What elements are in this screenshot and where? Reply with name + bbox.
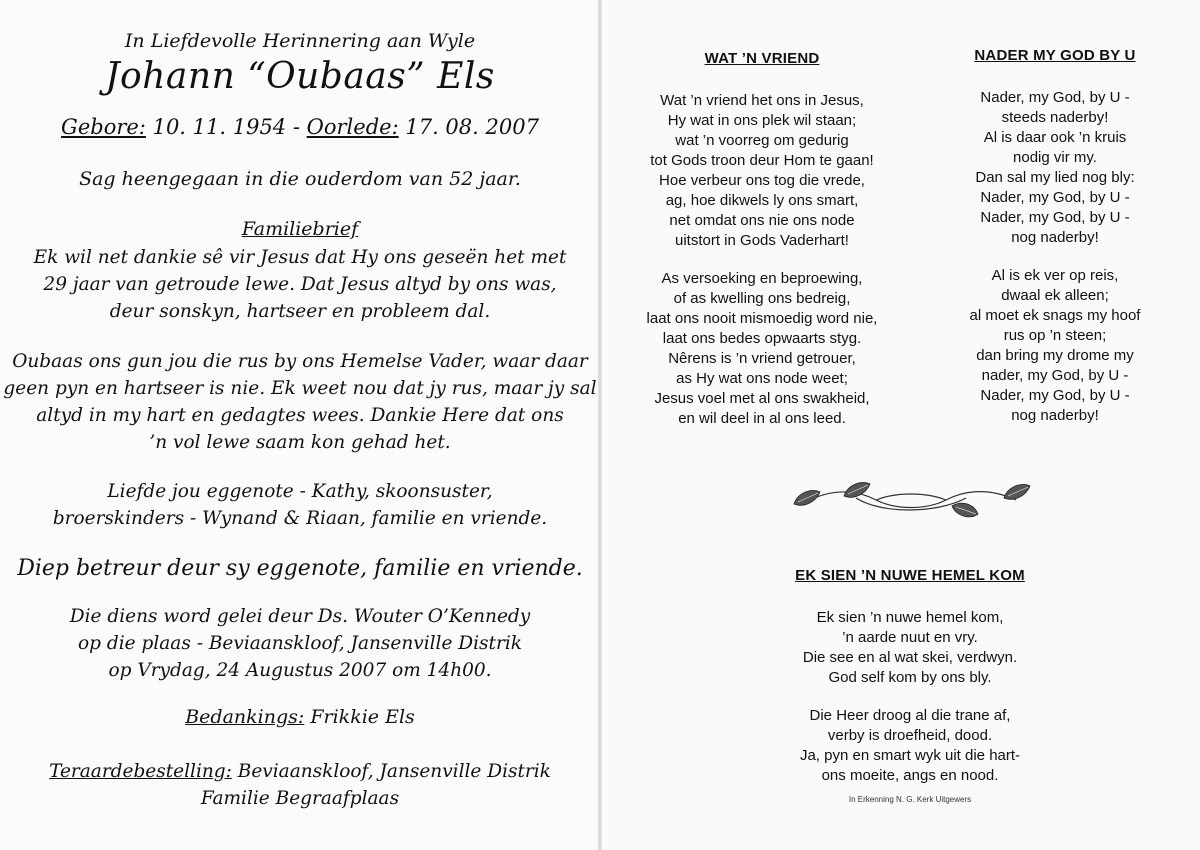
poem-line: Ek sien ’n nuwe hemel kom, — [816, 609, 1004, 626]
poem-title: WAT ’N VRIEND — [704, 50, 820, 67]
thanks-line — [0, 706, 600, 728]
oubaas-paragraph — [0, 348, 600, 456]
poem-line: As versoeking en beproewing, — [661, 270, 863, 287]
burial-place: Familie Begraafplaas — [200, 788, 400, 809]
poem-line: dan bring my drome my — [976, 347, 1134, 364]
poem-line: dwaal ek alleen; — [1001, 287, 1109, 304]
love-paragraph — [0, 478, 600, 532]
poem-stanza — [612, 269, 912, 429]
thanks-label: Bedankings: — [185, 706, 305, 728]
poem-line: net omdat ons nie ons node — [669, 212, 855, 229]
burial-block — [0, 758, 600, 812]
poem-line: laat ons nooit mismoedig word nie, — [646, 310, 878, 327]
poem-line: Nêrens is ’n vriend getrouer, — [668, 350, 856, 367]
date-dash: - — [292, 115, 300, 139]
poem-line: al moet ek snags my hoof — [969, 307, 1141, 324]
poem-line: ag, hoe dikwels ly ons smart, — [665, 192, 859, 209]
poem-stanza — [612, 91, 912, 251]
poem-line: Nader, my God, by U - — [980, 209, 1130, 226]
poem-line: as Hy wat ons node weet; — [676, 370, 848, 387]
poem-line: Jesus voel met al ons swakheid, — [654, 390, 870, 407]
burial-value: Beviaanskloof, Jansenville Distrik — [237, 761, 551, 782]
publisher-credit: In Erkenning N. G. Kerk Uitgewers — [848, 795, 972, 804]
poem-line: rus op ’n steen; — [1003, 327, 1107, 344]
died-label: Oorlede: — [306, 115, 399, 139]
poem-line: Ja, pyn en smart wyk uit die hart- — [799, 747, 1021, 764]
burial-line — [0, 758, 600, 785]
poem-line: Nader, my God, by U - — [980, 387, 1130, 404]
poem-line: nodig vir my. — [1013, 149, 1097, 166]
poem-ek-sien — [700, 567, 1120, 804]
poem-line: Al is daar ook ’n kruis — [983, 129, 1127, 146]
text-line: altyd in my hart en gedagtes wees. Dankie Here dat ons — [36, 405, 564, 426]
born-label: Gebore: — [61, 115, 146, 139]
poem-line: Dan sal my lied nog bly: — [975, 169, 1135, 186]
poem-title: EK SIEN ’N NUWE HEMEL KOM — [795, 567, 1025, 584]
poem-line: ’n aarde nuut en vry. — [842, 629, 978, 646]
poem-nader-my-god — [930, 47, 1180, 444]
poem-line: nog naderby! — [1011, 229, 1099, 246]
deceased-name: Johann “Oubaas” Els — [105, 56, 495, 97]
mourned-line: Diep betreur deur sy eggenote, familie en vriende. — [17, 556, 583, 581]
poem-line: Die Heer droog al die trane af, — [809, 707, 1011, 724]
text-line: broerskinders - Wynand & Riaan, familie en vriende. — [52, 508, 548, 529]
poem-title: NADER MY GOD BY U — [974, 47, 1136, 64]
poem-line: wat ’n voorreg om gedurig — [675, 132, 849, 149]
text-line: Oubaas ons gun jou die rus by ons Hemelse Vader, waar daar — [12, 351, 588, 372]
poem-line: en wil deel in al ons leed. — [678, 410, 846, 427]
text-line: Ek wil net dankie sê vir Jesus dat Hy ons geseën het met — [33, 247, 567, 268]
poem-line: Nader, my God, by U - — [980, 89, 1130, 106]
poem-line: Hoe verbeur ons tog die vrede, — [659, 172, 865, 189]
poem-stanza — [700, 608, 1120, 688]
poem-line: nader, my God, by U - — [981, 367, 1129, 384]
poem-line: verby is droefheid, dood. — [827, 727, 993, 744]
age-line: Sag heengegaan in die ouderdom van 52 jaar. — [79, 168, 521, 190]
poem-line: Die see en al wat skei, verdwyn. — [802, 649, 1018, 666]
poem-line: nog naderby! — [1011, 407, 1099, 424]
poem-wat-n-vriend — [612, 50, 912, 447]
poem-line: ons moeite, angs en nood. — [821, 767, 999, 784]
poem-line: Al is ek ver op reis, — [991, 267, 1119, 284]
poem-line: laat ons bedes opwaarts styg. — [662, 330, 862, 347]
text-line: geen pyn en hartseer is nie. Ek weet nou dat jy rus, maar jy sal — [3, 378, 597, 399]
poem-stanza — [930, 88, 1180, 248]
text-line: op Vrydag, 24 Augustus 2007 om 14h00. — [108, 660, 492, 681]
poem-line: God self kom by ons bly. — [828, 669, 992, 686]
born-date: 10. 11. 1954 — [152, 115, 287, 139]
dates-line — [0, 115, 600, 139]
poem-line: steeds naderby! — [1001, 109, 1109, 126]
burial-label: Teraardebestelling: — [49, 761, 232, 782]
thanks-value: Frikkie Els — [310, 706, 415, 728]
text-line: deur sonskyn, hartseer en probleem dal. — [109, 301, 491, 322]
service-paragraph — [0, 603, 600, 684]
leaf-vine-ornament-icon — [786, 478, 1036, 522]
family-letter-heading: Familiebrief — [241, 218, 359, 240]
poem-stanza — [700, 706, 1120, 786]
poem-line: of as kwelling ons bedreig, — [673, 290, 851, 307]
text-line: ’n vol lewe saam kon gehad het. — [149, 432, 451, 453]
intro-line: In Liefdevolle Herinnering aan Wyle — [124, 30, 476, 52]
text-line: Liefde jou eggenote - Kathy, skoonsuster, — [107, 481, 493, 502]
poem-line: tot Gods troon deur Hom te gaan! — [650, 152, 874, 169]
poem-line: Nader, my God, by U - — [980, 189, 1130, 206]
poem-line: uitstort in Gods Vaderhart! — [675, 232, 849, 249]
text-line: Die diens word gelei deur Ds. Wouter O’Kennedy — [69, 606, 531, 627]
poem-line: Hy wat in ons plek wil staan; — [667, 112, 857, 129]
poem-stanza — [930, 266, 1180, 426]
text-line: 29 jaar van getroude lewe. Dat Jesus altyd by ons was, — [43, 274, 557, 295]
died-date: 17. 08. 2007 — [405, 115, 539, 139]
text-line: op die plaas - Beviaanskloof, Jansenville Distrik — [78, 633, 522, 654]
family-letter-paragraph — [0, 244, 600, 325]
poem-line: Wat ’n vriend het ons in Jesus, — [660, 92, 864, 109]
